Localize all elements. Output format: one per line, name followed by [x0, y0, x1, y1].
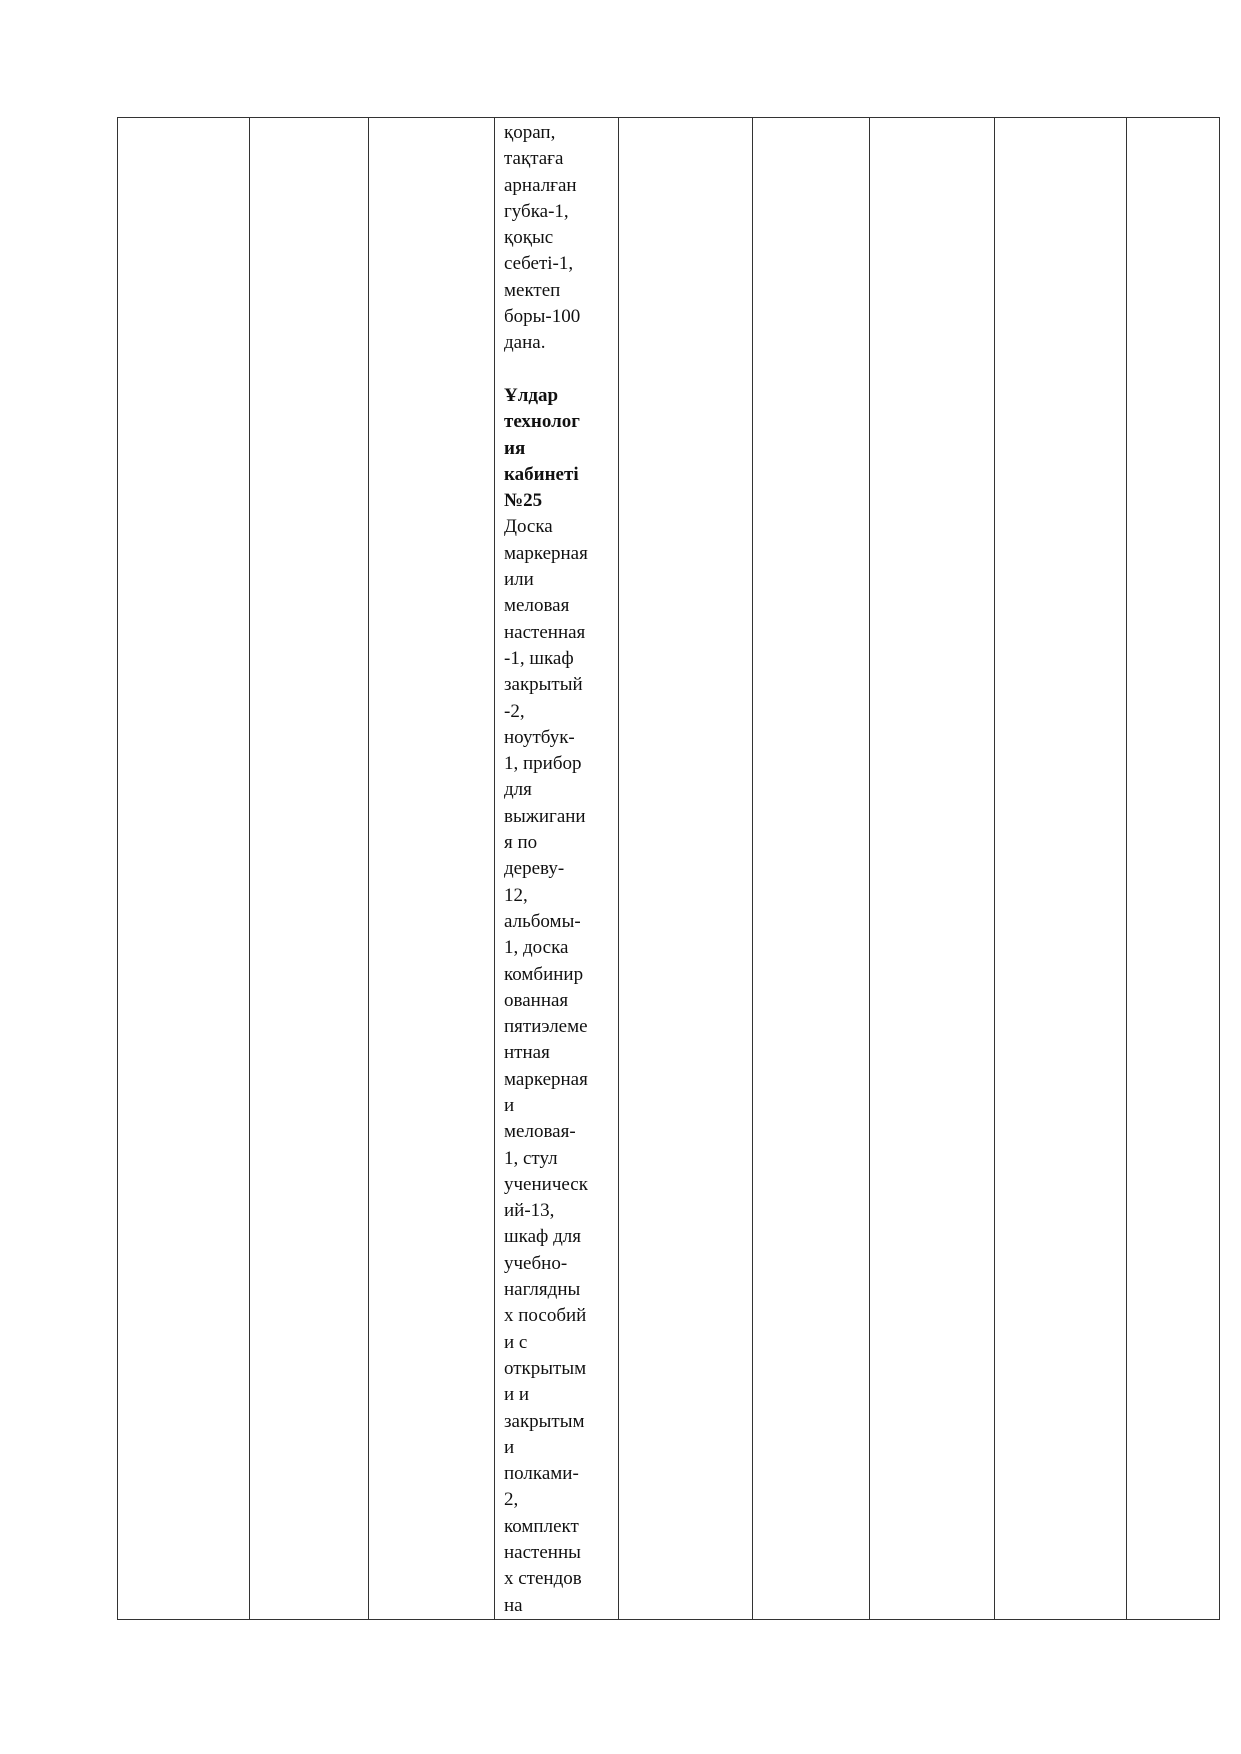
table-cell-5 — [619, 118, 753, 1620]
table-row — [118, 118, 1220, 1620]
table-cell-7 — [870, 118, 995, 1620]
equipment-list-details: Доска маркерная или меловая настенная -1, шкаф закрытый -2, ноутбук- 1, прибор для выжигани я по дереву- 12, альбомы- 1, доска комбинир ованная пятиэлеме нтная маркерная и меловая- 1, стул ученическ ий-13, шкаф для учебно- наглядны х пособий и с открытым и и закрытым и полками- 2, комплект настенны х стендов на — [504, 516, 588, 1616]
table-cell-3 — [369, 118, 495, 1620]
equipment-list-intro: қорап, тақтаға арналған губка-1, қоқыс себеті-1, мектеп боры-100 дана. — [504, 122, 581, 354]
room-heading: Ұлдар технолог ия кабинеті №25 — [504, 384, 580, 512]
table-cell-6 — [753, 118, 870, 1620]
table-cell-8 — [995, 118, 1127, 1620]
table-cell-9 — [1127, 118, 1220, 1620]
equipment-list-text — [495, 118, 618, 1619]
table-cell-4 — [495, 118, 619, 1620]
table-cell-2 — [250, 118, 369, 1620]
table-cell-1 — [118, 118, 250, 1620]
inventory-table — [117, 117, 1220, 1620]
